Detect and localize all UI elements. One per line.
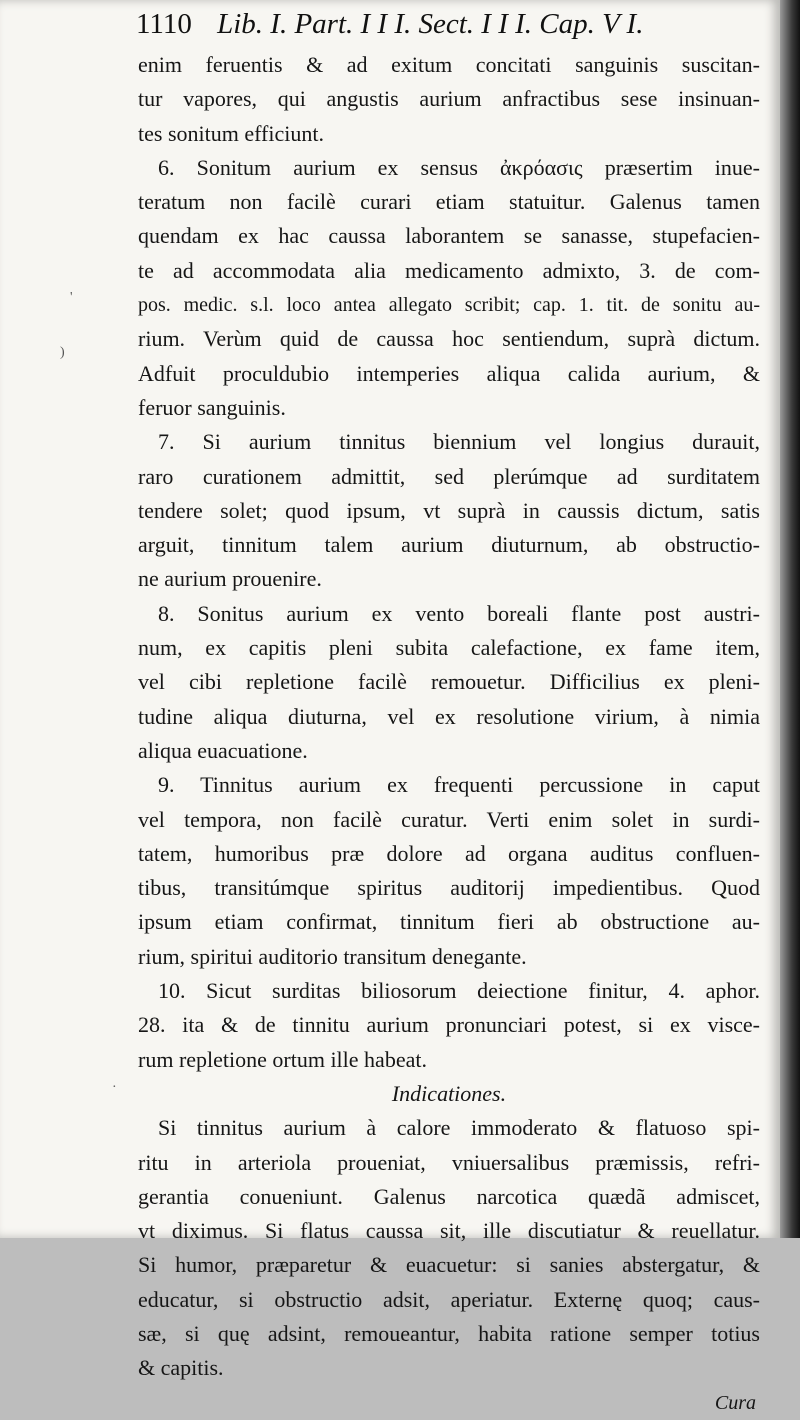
text-line: 9. Tinnitus aurium ex frequenti percussione in caput [158,772,760,798]
text-line: teratum non facilè curari etiam statuitur. Galenus tamen [138,189,760,215]
text-line: feruor sanguinis. [138,394,286,420]
margin-mark: · [112,1080,117,1095]
text-line: raro curationem admittit, sed plerúmque ad surditatem [138,463,760,489]
running-header [136,8,756,48]
margin-mark: ) [60,345,65,360]
text-line: vel cibi repletione facilè remouetur. Difficilius ex pleni- [138,669,760,695]
text-line: tatem, humoribus præ dolore ad organa auditus confluen- [138,840,760,866]
text-line: vt diximus. Si flatus caussa sit, ille discutiatur & reuellatur. [138,1218,760,1244]
text-line: ne aurium prouenire. [138,566,322,592]
running-title: Lib. I. Part. I I I. Sect. I I I. Cap. V I. [217,8,644,40]
text-line: te ad accommodata alia medicamento admixto, 3. de com- [138,257,760,283]
text-line: tur vapores, qui angustis aurium anfractibus sese insinuan- [138,86,760,112]
text-line: Si tinnitus aurium à calore immoderato & flatuoso spi- [158,1115,760,1141]
body-text [138,48,760,1420]
margin-mark: ' [70,290,73,305]
text-line: 7. Si aurium tinnitus biennium vel longius durauit, [158,429,760,455]
text-line: vel tempora, non facilè curatur. Verti enim solet in surdi- [138,806,760,832]
text-line: 8. Sonitus aurium ex vento boreali flante post austri- [158,600,760,626]
text-line: ritu in arteriola proueniat, vniuersalibus præmissis, refri- [138,1149,760,1175]
text-line: educatur, si obstructio adsit, aperiatur. Externę quoq; caus- [138,1286,760,1312]
page-edge [780,0,800,1238]
text-line: quendam ex hac caussa laborantem se sanasse, stupefacien- [138,223,760,249]
text-line: gerantia conueniunt. Galenus narcotica quædã admiscet, [138,1183,760,1209]
section-heading: Indicationes. [391,1080,507,1106]
text-line: rum repletione ortum ille habeat. [138,1046,427,1072]
text-line: 28. ita & de tinnitu aurium pronunciari potest, si ex visce- [138,1012,760,1038]
text-line: sæ, si quę adsint, remoueantur, habita ratione semper totius [138,1320,760,1346]
catchword: Cura [714,1391,756,1414]
text-line: rium. Verùm quid de caussa hoc sentiendum, suprà dictum. [138,326,760,352]
text-line: 10. Sicut surditas biliosorum deiectione finitur, 4. aphor. [158,978,760,1004]
text-line: tibus, transitúmque spiritus auditorij impedientibus. Quod [138,875,760,901]
text-line: tendere solet; quod ipsum, vt suprà in caussis dictum, satis [138,497,760,523]
text-line: arguit, tinnitum talem aurium diuturnum, ab obstructio- [138,532,760,558]
page-number: 1110 [136,8,192,40]
text-line: Adfuit proculdubio intemperies aliqua calida aurium, & [138,360,760,386]
text-line: aliqua euacuatione. [138,737,308,763]
text-line: enim feruentis & ad exitum concitati sanguinis suscitan- [138,52,760,77]
text-line: ipsum etiam confirmat, tinnitum fieri ab obstructione au- [138,909,760,935]
text-line: num, ex capitis pleni subita calefactione, ex fame item, [138,635,760,661]
text-line: 6. Sonitum aurium ex sensus ἀκρόασις præsertim inue- [158,154,760,180]
text-line: Si humor, præparetur & euacuetur: si sanies abstergatur, & [138,1252,760,1278]
text-line: rium, spiritui auditorio transitum denegante. [138,943,527,969]
text-line: tudine aliqua diuturna, vel ex resolutione virium, à nimia [138,703,760,729]
text-line: pos. medic. s.l. loco antea allegato scribit; cap. 1. tit. de sonitu au- [138,294,760,317]
text-line: & capitis. [138,1355,224,1381]
text-line: tes sonitum efficiunt. [138,120,324,146]
